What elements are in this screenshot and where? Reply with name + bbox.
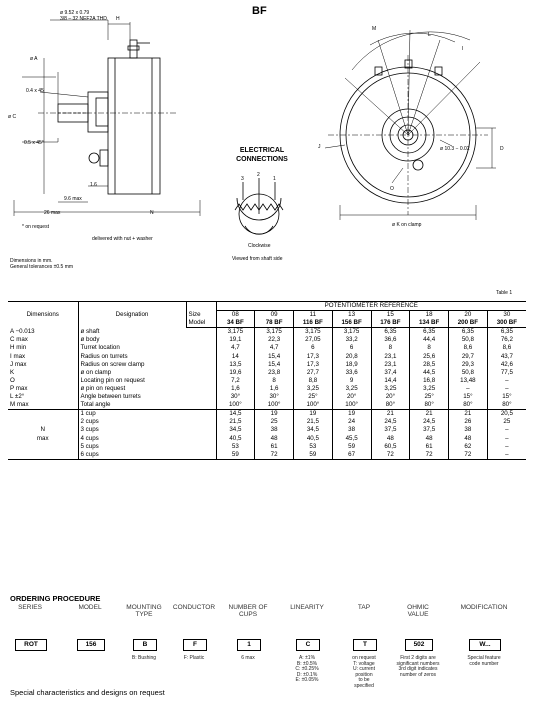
value-cell: 21,5: [216, 418, 255, 426]
value-cell: 24,5: [371, 418, 410, 426]
ordering-label: CONDUCTOR: [172, 604, 216, 611]
ordering-desc-line: significant numbers: [396, 660, 440, 667]
dim-cell: M max: [8, 401, 78, 410]
ordering-desc-line: 3rd digit indicates: [398, 666, 438, 673]
value-cell: 21: [449, 410, 488, 419]
ordering-desc-line: code number: [469, 660, 499, 667]
value-cell: 33,2: [332, 336, 371, 344]
value-cell: 4,7: [255, 344, 294, 352]
model-cell: 34 BF: [216, 319, 255, 328]
value-cell: 15°: [449, 393, 488, 401]
value-cell: 80°: [487, 401, 526, 410]
thread-note-2: 3/8 – 32 NEF2A THD: [60, 16, 107, 22]
value-cell: 38: [332, 426, 371, 434]
label-dim96: 9.6 max: [64, 196, 82, 202]
value-cell: –: [487, 451, 526, 460]
value-cell: –: [487, 385, 526, 393]
dim-cell: [8, 451, 78, 460]
value-cell: 62: [449, 443, 488, 451]
note-1: Dimensions in mm.: [10, 258, 53, 264]
ordering-value: F: [183, 639, 207, 651]
electrical-title-1: ELECTRICAL: [239, 147, 285, 154]
label-dim16: 1.6: [90, 182, 97, 188]
ordering-footer: Special characteristics and designs on request: [10, 688, 165, 697]
value-cell: –: [449, 385, 488, 393]
ordering-desc-line: U: current: [353, 666, 375, 673]
value-cell: 3,175: [294, 328, 333, 337]
value-cell: 48: [371, 435, 410, 443]
dim-cell: K: [10, 368, 15, 376]
label-D: D: [500, 146, 504, 152]
value-cell: 6: [294, 344, 333, 352]
value-cell: 15,4: [255, 361, 294, 369]
value-cell: 50,8: [449, 369, 488, 377]
label-N: N: [150, 210, 154, 216]
value-cell: 61: [255, 443, 294, 451]
value-cell: 100°: [332, 401, 371, 410]
ordering-label: OHMIC VALUE: [407, 604, 429, 618]
size-cell: 08: [216, 311, 255, 320]
value-cell: –: [487, 443, 526, 451]
value-cell: 20°: [371, 393, 410, 401]
dim-cell: [8, 410, 78, 419]
value-cell: 59: [294, 451, 333, 460]
label-phiK: ø K on clamp: [392, 222, 422, 228]
designation-cell: Radius on screw clamp: [78, 361, 216, 369]
value-cell: 19: [255, 410, 294, 419]
label-delivered: delivered with nut + washer: [92, 236, 153, 242]
value-cell: 59: [332, 443, 371, 451]
dim-cell: L ±2°: [10, 393, 25, 401]
value-cell: 19,1: [216, 336, 255, 344]
value-cell: 8,6: [487, 344, 526, 352]
designation-cell: 3 cups: [78, 426, 216, 434]
value-cell: 53: [294, 443, 333, 451]
viewed-label: Viewed from shaft side: [232, 256, 283, 262]
value-cell: 3,175: [255, 328, 294, 337]
size-cell: 13: [332, 311, 371, 320]
label-L: L: [428, 32, 431, 38]
h-model: Model: [186, 319, 216, 328]
value-cell: –: [487, 435, 526, 443]
label-on-request: * on request: [22, 224, 49, 230]
ordering-desc-line: A: ±1%: [298, 655, 316, 661]
ordering-label: MOUNTING TYPE: [126, 604, 162, 618]
value-cell: 67: [332, 451, 371, 460]
size-cell: 30: [487, 311, 526, 320]
ordering-label: SERIES: [18, 604, 42, 611]
value-cell: 22,3: [255, 336, 294, 344]
ordering-label: MODIFICATION: [460, 604, 508, 611]
ordering-desc-line: First 2 digits are: [400, 655, 436, 661]
value-cell: 21: [410, 410, 449, 419]
ordering-desc: [334, 656, 394, 690]
ordering-label: MODEL: [78, 604, 102, 611]
value-cell: 38: [449, 426, 488, 434]
value-cell: 3,175: [332, 328, 371, 337]
dim-cell: N: [40, 426, 45, 434]
notes: [10, 258, 73, 270]
ordering-desc: 6 max: [241, 655, 255, 661]
value-cell: 6,35: [410, 328, 449, 337]
designation-cell: Turret location: [78, 344, 216, 352]
value-cell: 72: [371, 451, 410, 460]
value-cell: 13,5: [216, 361, 255, 369]
value-cell: 21: [371, 410, 410, 419]
table-row: [8, 377, 526, 385]
value-cell: 80°: [449, 401, 488, 410]
model-cell: 156 BF: [332, 319, 371, 328]
ordering-desc-line: E: ±0.05%: [295, 677, 319, 684]
ordering-desc-line: to be: [358, 677, 370, 684]
value-cell: 1,6: [216, 385, 255, 393]
value-cell: 14,5: [216, 410, 255, 419]
designation-cell: ø on clamp: [78, 369, 216, 377]
value-cell: 14: [216, 353, 255, 361]
value-cell: 29,7: [449, 353, 488, 361]
dim-cell: P max: [10, 384, 28, 392]
table-row: [8, 426, 526, 434]
h-size-blank: [186, 302, 216, 311]
size-cell: 18: [410, 311, 449, 320]
value-cell: 8: [410, 344, 449, 352]
value-cell: 1,6: [255, 385, 294, 393]
label-phiC: ø C: [8, 114, 17, 120]
value-cell: 17,3: [294, 361, 333, 369]
table-row: [8, 385, 526, 393]
value-cell: 77,5: [487, 369, 526, 377]
value-cell: 6,35: [371, 328, 410, 337]
ordering-desc-line: T: voltage: [353, 660, 375, 667]
value-cell: 8,6: [449, 344, 488, 352]
value-cell: 37,5: [410, 426, 449, 434]
value-cell: 72: [410, 451, 449, 460]
designation-cell: Radius on turrets: [78, 353, 216, 361]
spec-table: [8, 301, 526, 460]
value-cell: 48: [255, 435, 294, 443]
model-cell: 78 BF: [255, 319, 294, 328]
designation-cell: 6 cups: [78, 451, 216, 460]
value-cell: –: [487, 377, 526, 385]
value-cell: 43,7: [487, 353, 526, 361]
value-cell: 13,48: [449, 377, 488, 385]
value-cell: 50,8: [449, 336, 488, 344]
value-cell: 9: [332, 377, 371, 385]
value-cell: 30°: [255, 393, 294, 401]
ordering-value: ROT: [15, 639, 47, 651]
value-cell: 24,5: [410, 418, 449, 426]
h-size: Size: [186, 311, 216, 320]
value-cell: 33,6: [332, 369, 371, 377]
value-cell: 45,5: [332, 435, 371, 443]
label-J: J: [318, 144, 321, 150]
value-cell: 3,25: [371, 385, 410, 393]
size-cell: 20: [449, 311, 488, 320]
model-cell: 200 BF: [449, 319, 488, 328]
designation-cell: ø shaft: [78, 328, 216, 337]
table-row: [8, 344, 526, 352]
ordering-desc: [277, 656, 337, 684]
label-phi10: ø 10.3 − 0.02: [440, 146, 470, 152]
table-row: [8, 443, 526, 451]
ordering-desc: [388, 656, 448, 678]
ordering-desc: B: Bushing: [131, 655, 157, 661]
note-2: General tolerances ±0.5 mm: [10, 264, 74, 270]
table-label: Table 1: [496, 290, 513, 296]
value-cell: 100°: [255, 401, 294, 410]
value-cell: 25°: [410, 393, 449, 401]
value-cell: 40,5: [216, 435, 255, 443]
value-cell: 76,2: [487, 336, 526, 344]
ordering-desc-line: on request: [352, 655, 376, 661]
value-cell: 100°: [216, 401, 255, 410]
value-cell: 26: [449, 418, 488, 426]
model-cell: 300 BF: [487, 319, 526, 328]
ordering-desc-line: Special feature: [467, 655, 501, 661]
value-cell: 18,9: [332, 361, 371, 369]
ordering-value: C: [296, 639, 320, 651]
value-cell: 15,4: [255, 353, 294, 361]
table-row: [8, 336, 526, 344]
ordering-label: LINEARITY: [290, 604, 324, 611]
clockwise-label: Clockwise: [248, 243, 271, 249]
pin-1: 1: [273, 176, 276, 182]
value-cell: 29,3: [449, 361, 488, 369]
ordering-label: TAP: [357, 604, 371, 611]
ordering-desc-line: position: [355, 671, 373, 678]
designation-cell: Locating pin on request: [78, 377, 216, 385]
value-cell: 36,6: [371, 336, 410, 344]
value-cell: 44,4: [410, 336, 449, 344]
pin-2: 2: [257, 172, 260, 178]
model-cell: 134 BF: [410, 319, 449, 328]
page-title: BF: [252, 5, 267, 17]
designation-cell: ø body: [78, 336, 216, 344]
dim-cell: J max: [10, 360, 27, 368]
table-row: [8, 410, 526, 419]
value-cell: 19: [294, 410, 333, 419]
value-cell: 15°: [487, 393, 526, 401]
label-phiA: ø A: [30, 56, 38, 62]
ordering-value: W...: [469, 639, 501, 651]
value-cell: 42,6: [487, 361, 526, 369]
table-row: [8, 353, 526, 361]
value-cell: 6,35: [487, 328, 526, 337]
designation-cell: 5 cups: [78, 443, 216, 451]
value-cell: 37,4: [371, 369, 410, 377]
ordering-desc: [454, 656, 514, 667]
value-cell: 59: [216, 451, 255, 460]
value-cell: 17,3: [294, 353, 333, 361]
ordering-desc-line: number of zeros: [399, 671, 437, 678]
value-cell: 3,25: [294, 385, 333, 393]
ordering-label: NUMBER OF CUPS: [228, 604, 268, 618]
value-cell: 27,05: [294, 336, 333, 344]
h-ref: POTENTIOMETER REFERENCE: [216, 302, 526, 311]
label-dim26: 26 max: [44, 210, 61, 216]
value-cell: 19,6: [216, 369, 255, 377]
label-chamfer1: 0.4 x 45: [26, 88, 44, 94]
electrical-title-2: CONNECTIONS: [236, 156, 288, 163]
value-cell: 80°: [371, 401, 410, 410]
ordering-desc: F: Plastic: [183, 655, 205, 661]
label-O: O: [390, 186, 394, 192]
designation-cell: 2 cups: [78, 418, 216, 426]
size-cell: 09: [255, 311, 294, 320]
ordering-value: 502: [405, 639, 433, 651]
ordering-desc-line: B: ±0.5%: [296, 660, 318, 667]
table-row: [8, 369, 526, 377]
label-chamfer2: 0.5 x 45°: [24, 140, 44, 146]
ordering-desc-line: specified: [354, 682, 374, 689]
value-cell: 60,5: [371, 443, 410, 451]
value-cell: 25: [487, 418, 526, 426]
value-cell: 34,5: [294, 426, 333, 434]
h-designation: Designation: [78, 302, 186, 328]
value-cell: 6: [332, 344, 371, 352]
value-cell: 25,6: [410, 353, 449, 361]
pin-3: 3: [241, 176, 244, 182]
size-cell: 11: [294, 311, 333, 320]
value-cell: 24: [332, 418, 371, 426]
value-cell: 100°: [294, 401, 333, 410]
value-cell: 44,5: [410, 369, 449, 377]
table-row: [8, 361, 526, 369]
value-cell: 28,5: [410, 361, 449, 369]
dim-cell: A −0.013: [10, 328, 35, 336]
value-cell: 3,25: [332, 385, 371, 393]
table-row: [8, 451, 526, 460]
value-cell: 4,7: [216, 344, 255, 352]
value-cell: 23,1: [371, 353, 410, 361]
model-cell: 116 BF: [294, 319, 333, 328]
ordering-value: B: [133, 639, 157, 651]
designation-cell: 1 cup: [78, 410, 216, 419]
dim-cell: [8, 443, 78, 451]
dim-cell: O: [10, 376, 15, 384]
ordering-desc-line: C: ±0.25%: [295, 666, 319, 673]
table-row: [8, 401, 526, 410]
designation-cell: 4 cups: [78, 435, 216, 443]
value-cell: 80°: [410, 401, 449, 410]
value-cell: 27,7: [294, 369, 333, 377]
label-H: H: [116, 16, 120, 22]
value-cell: 21,5: [294, 418, 333, 426]
ordering-value: T: [353, 639, 377, 651]
label-M: M: [372, 26, 377, 32]
value-cell: 25°: [294, 393, 333, 401]
electrical-diagram: [215, 170, 315, 250]
table-row: [8, 435, 526, 443]
value-cell: 3,25: [410, 385, 449, 393]
value-cell: 8,8: [294, 377, 333, 385]
value-cell: 7,2: [216, 377, 255, 385]
h-dimensions: Dimensions: [26, 310, 59, 318]
value-cell: 48: [449, 435, 488, 443]
dim-cell: I max: [10, 352, 26, 360]
electrical-title: [222, 146, 302, 164]
value-cell: 6,35: [449, 328, 488, 337]
value-cell: 25: [255, 418, 294, 426]
value-cell: 72: [449, 451, 488, 460]
table-row: [8, 393, 526, 401]
value-cell: 8: [255, 377, 294, 385]
value-cell: 3,175: [216, 328, 255, 337]
value-cell: 19: [332, 410, 371, 419]
designation-cell: Total angle: [78, 401, 216, 410]
thread-note-1: ø 9.52 x 0.79: [60, 10, 90, 16]
table-row: [8, 418, 526, 426]
value-cell: 61: [410, 443, 449, 451]
ordering-value: 1: [237, 639, 261, 651]
label-I: I: [462, 46, 464, 52]
dim-cell: max: [36, 434, 49, 442]
dim-cell: C max: [10, 336, 28, 344]
designation-cell: Angle between turrets: [78, 393, 216, 401]
dim-cell: H min: [10, 344, 27, 352]
value-cell: 20,5: [487, 410, 526, 419]
value-cell: 20,8: [332, 353, 371, 361]
value-cell: 53: [216, 443, 255, 451]
model-cell: 176 BF: [371, 319, 410, 328]
designation-cell: ø pin on request: [78, 385, 216, 393]
value-cell: 20°: [332, 393, 371, 401]
value-cell: 38: [255, 426, 294, 434]
ordering-value: 156: [77, 639, 105, 651]
value-cell: 48: [410, 435, 449, 443]
ordering-title: ORDERING PROCEDURE: [10, 594, 101, 603]
size-cell: 15: [371, 311, 410, 320]
value-cell: 8: [371, 344, 410, 352]
value-cell: 30°: [216, 393, 255, 401]
table-row: [8, 328, 526, 337]
value-cell: 16,8: [410, 377, 449, 385]
value-cell: 72: [255, 451, 294, 460]
value-cell: 14,4: [371, 377, 410, 385]
value-cell: 37,5: [371, 426, 410, 434]
ordering-desc-line: D: ±0.1%: [296, 671, 318, 678]
value-cell: 23,1: [371, 361, 410, 369]
value-cell: 40,5: [294, 435, 333, 443]
value-cell: 34,5: [216, 426, 255, 434]
dim-cell: [8, 418, 78, 426]
value-cell: 23,8: [255, 369, 294, 377]
value-cell: –: [487, 426, 526, 434]
